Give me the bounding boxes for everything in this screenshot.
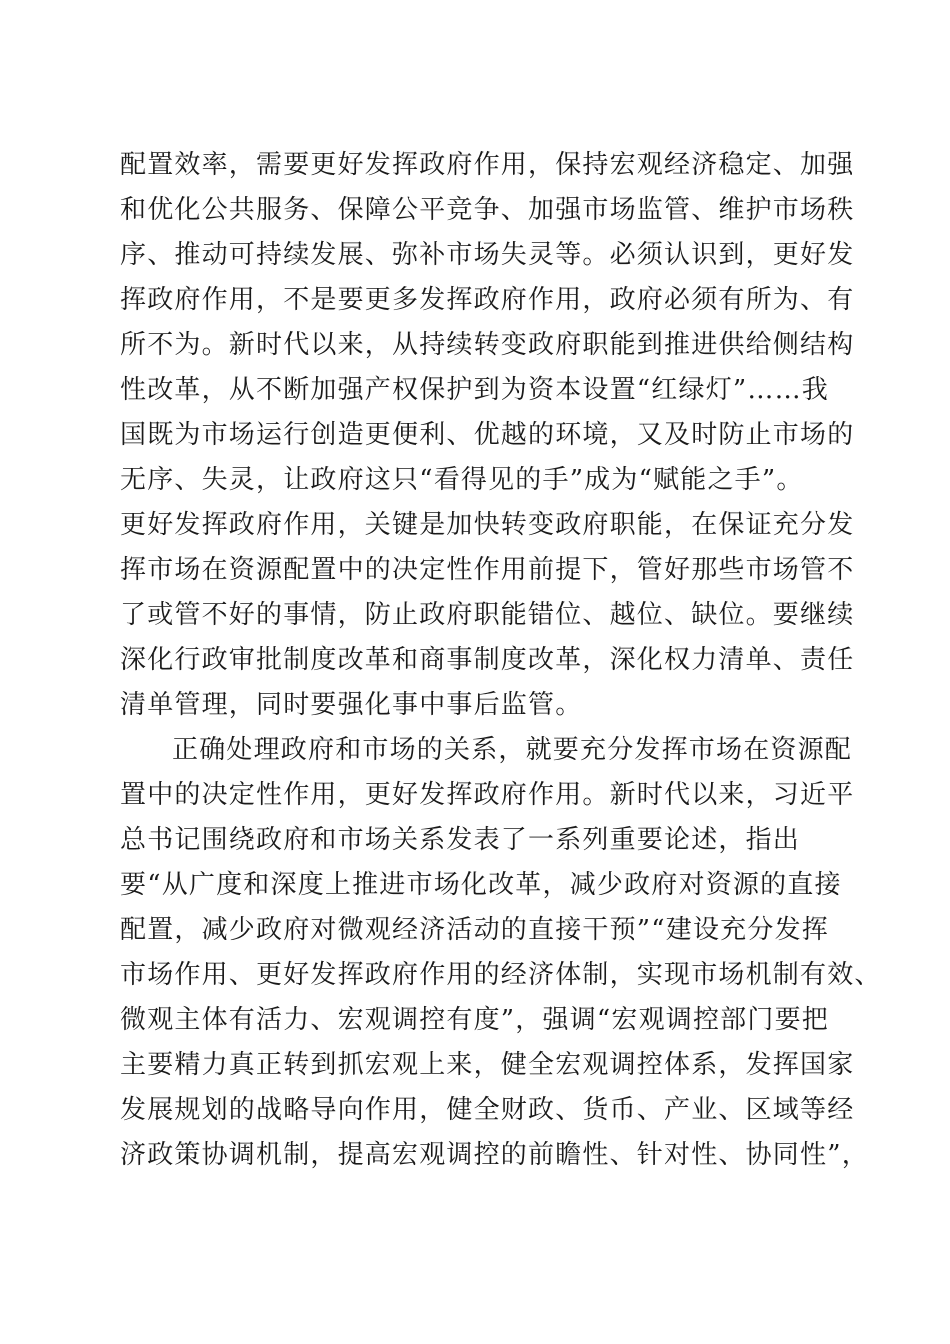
text-line: 挥政府作用，不是要更多发挥政府作用，政府必须有所为、有 bbox=[120, 285, 855, 315]
text-line: 配置，减少政府对微观经济活动的直接干预”“建设充分发挥 bbox=[120, 915, 829, 945]
text-line: 发展规划的战略导向作用，健全财政、货币、产业、区域等经 bbox=[120, 1095, 855, 1125]
text-line: 置中的决定性作用，更好发挥政府作用。新时代以来，习近平 bbox=[120, 780, 855, 810]
text-line: 深化行政审批制度改革和商事制度改革，深化权力清单、责任 bbox=[120, 645, 855, 675]
text-line: 更好发挥政府作用，关键是加快转变政府职能，在保证充分发 bbox=[120, 510, 855, 540]
text-line: 了或管不好的事情，防止政府职能错位、越位、缺位。要继续 bbox=[120, 600, 855, 630]
text-line: 要“从广度和深度上推进市场化改革，减少政府对资源的直接 bbox=[120, 870, 842, 900]
text-line: 清单管理，同时要强化事中事后监管。 bbox=[120, 690, 583, 720]
text-line: 总书记围绕政府和市场关系发表了一系列重要论述，指出 bbox=[120, 825, 801, 855]
paragraph-first-line: 正确处理政府和市场的关系，就要充分发挥市场在资源配 bbox=[172, 735, 853, 765]
text-line: 市场作用、更好发挥政府作用的经济体制，实现市场机制有效、 bbox=[120, 960, 882, 990]
text-line: 济政策协调机制，提高宏观调控的前瞻性、针对性、协同性”， bbox=[120, 1140, 869, 1170]
text-line: 挥市场在资源配置中的决定性作用前提下，管好那些市场管不 bbox=[120, 555, 855, 585]
text-line: 主要精力真正转到抓宏观上来，健全宏观调控体系，发挥国家 bbox=[120, 1050, 855, 1080]
text-line: 所不为。新时代以来，从持续转变政府职能到推进供给侧结构 bbox=[120, 330, 855, 360]
text-line: 序、推动可持续发展、弥补市场失灵等。必须认识到，更好发 bbox=[120, 240, 855, 270]
text-line: 性改革，从不断加强产权保护到为资本设置“红绿灯”……我 bbox=[120, 375, 829, 405]
text-line: 微观主体有活力、宏观调控有度”，强调“宏观调控部门要把 bbox=[120, 1005, 829, 1035]
text-line: 配置效率，需要更好发挥政府作用，保持宏观经济稳定、加强 bbox=[120, 150, 855, 180]
text-line: 和优化公共服务、保障公平竞争、加强市场监管、维护市场秩 bbox=[120, 195, 855, 225]
text-line: 国既为市场运行创造更便利、优越的环境，又及时防止市场的 bbox=[120, 420, 855, 450]
text-line: 无序、失灵，让政府这只“看得见的手”成为“赋能之手”。 bbox=[120, 465, 804, 495]
